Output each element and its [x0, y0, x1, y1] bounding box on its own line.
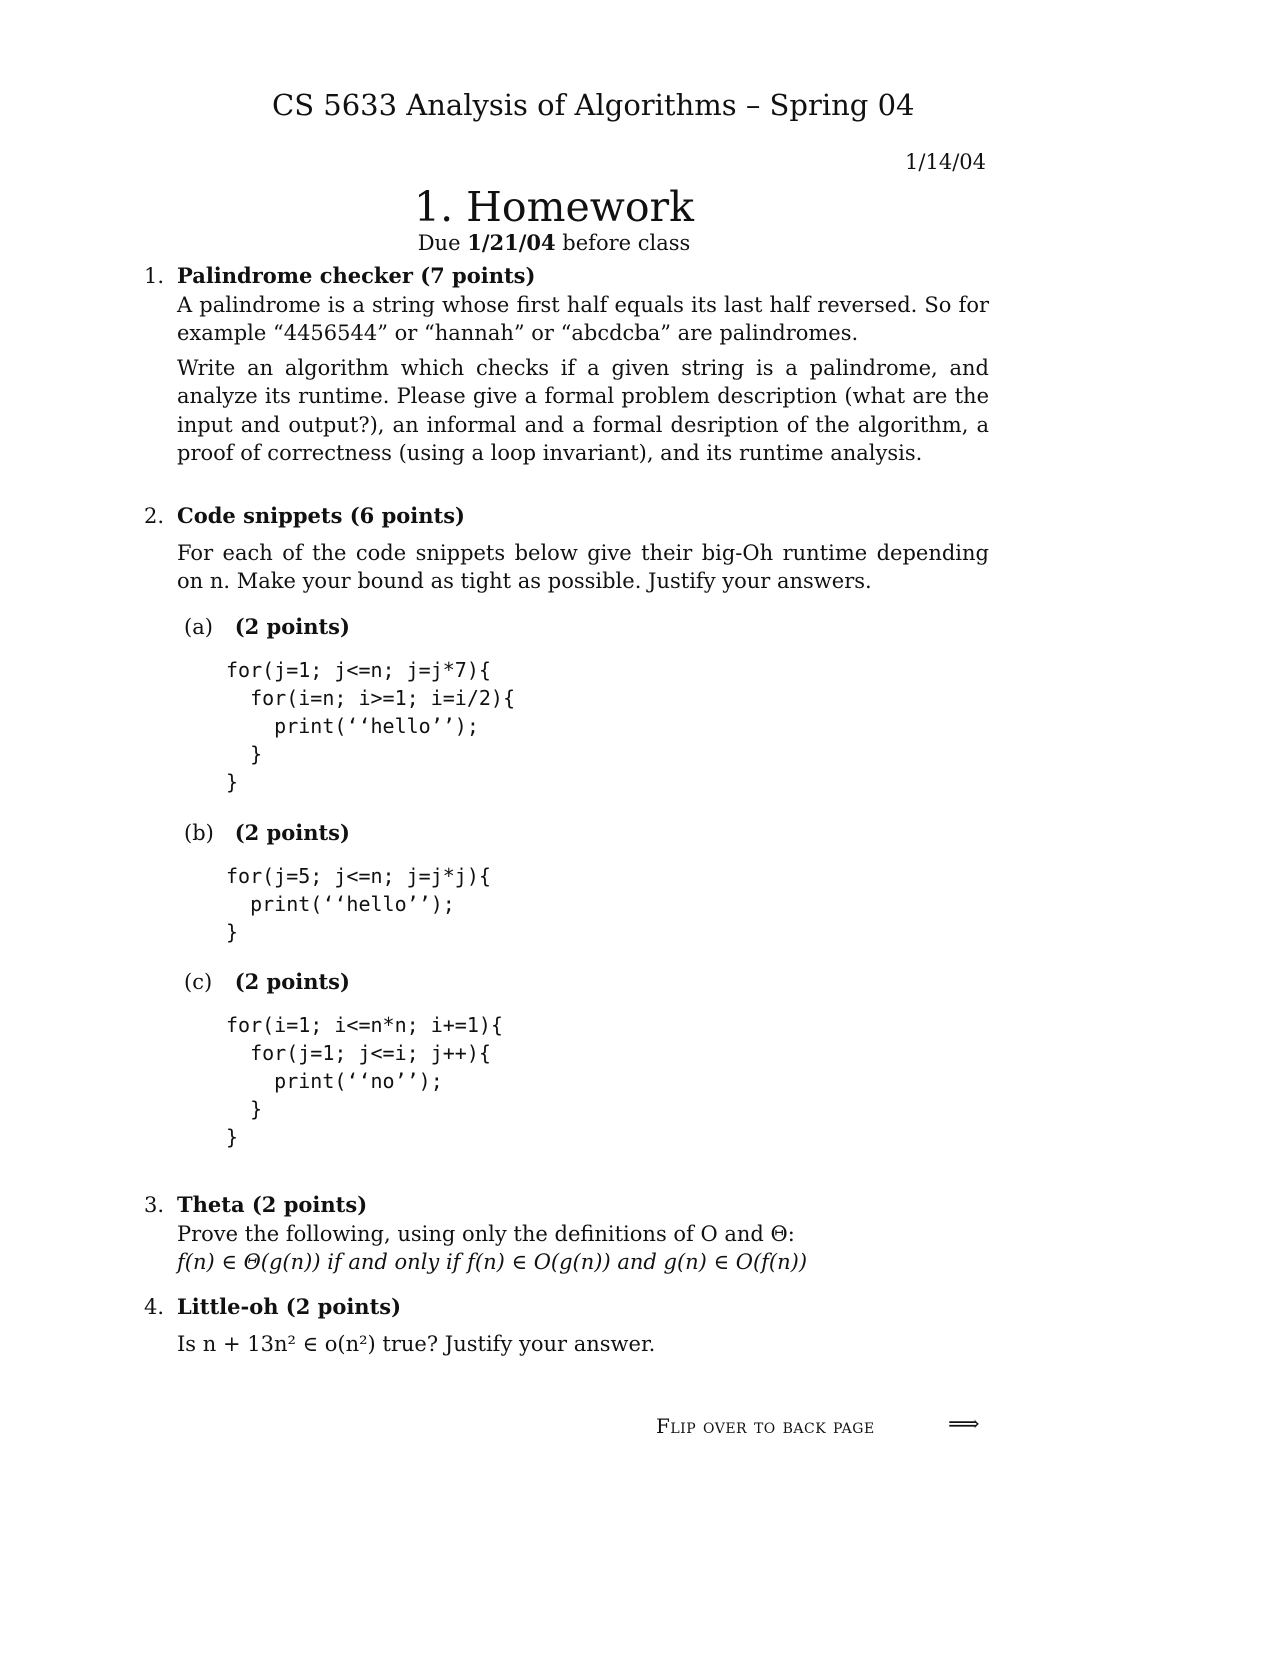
- problem-heading: Code snippets (6 points): [177, 503, 465, 528]
- problem-heading: Little-oh (2 points): [177, 1294, 402, 1319]
- problem-number: 3.: [144, 1193, 165, 1217]
- due-line: [0, 230, 1108, 255]
- course-title: CS 5633 Analysis of Algorithms – Spring 04: [272, 88, 915, 122]
- due-prefix: Due: [417, 231, 461, 255]
- flip-over-note: [656, 1414, 875, 1438]
- subpart-b-heading: [184, 820, 350, 845]
- subpart-points: (2 points): [234, 969, 350, 994]
- subpart-c-heading: [184, 969, 350, 994]
- problem-2: [144, 502, 989, 596]
- problem-heading: Theta (2 points): [177, 1192, 368, 1217]
- right-double-arrow-icon: ⟹: [948, 1412, 980, 1437]
- problem-1: [144, 262, 989, 468]
- assignment-date: 1/14/04: [905, 150, 986, 174]
- problem-number: 4.: [144, 1295, 165, 1319]
- subpart-points: (2 points): [234, 820, 350, 845]
- subpart-a-heading: [184, 614, 350, 639]
- subpart-label: (b): [184, 821, 214, 845]
- problem-heading: Palindrome checker (7 points): [177, 263, 536, 288]
- due-suffix: before class: [562, 231, 691, 255]
- problem-question: Is n + 13n² ∈ o(n²) true? Justify your answer.: [177, 1331, 656, 1356]
- problem-number: 2.: [144, 504, 165, 528]
- problem-number: 1.: [144, 264, 165, 288]
- problem-text: Prove the following, using only the definitions of O and Θ:: [177, 1221, 795, 1246]
- theta-statement: f(n) ∈ Θ(g(n)) if and only if f(n) ∈ O(g(n)) and g(n) ∈ O(f(n)): [177, 1250, 808, 1274]
- code-snippet-b: for(j=5; j<=n; j=j*j){ print(‘‘hello’’); }: [226, 864, 491, 944]
- flip-over-text: Flip over to back page: [656, 1414, 875, 1438]
- problem-3: [144, 1191, 989, 1277]
- code-snippet-c: for(i=1; i<=n*n; i+=1){ for(j=1; j<=i; j++){ print(‘‘no’’); } }: [226, 1013, 503, 1149]
- due-date: 1/21/04: [467, 230, 556, 255]
- problem-intro: For each of the code snippets below give their big-Oh runtime depending on n. Make your bound as tight as possible. Justify your answers.: [177, 540, 989, 593]
- subpart-label: (c): [184, 970, 213, 994]
- subpart-points: (2 points): [234, 614, 350, 639]
- code-snippet-a: for(j=1; j<=n; j=j*7){ for(i=n; i>=1; i=i/2){ print(‘‘hello’’); } }: [226, 658, 515, 794]
- page-title: 1. Homework: [414, 183, 694, 231]
- subpart-label: (a): [184, 615, 213, 639]
- problem-4: [144, 1293, 989, 1358]
- problem-paragraph: A palindrome is a string whose first half equals its last half reversed. So for example “4456544” or “hannah” or “abcdcba” are palindromes.: [177, 292, 989, 345]
- problem-paragraph: Write an algorithm which checks if a given string is a palindrome, and analyze its runtime. Please give a formal problem description (what are the input and output?), an informal and a formal desription of the algorithm, a proof of correctness (using a loop invariant), and its runtime analysis.: [177, 355, 989, 465]
